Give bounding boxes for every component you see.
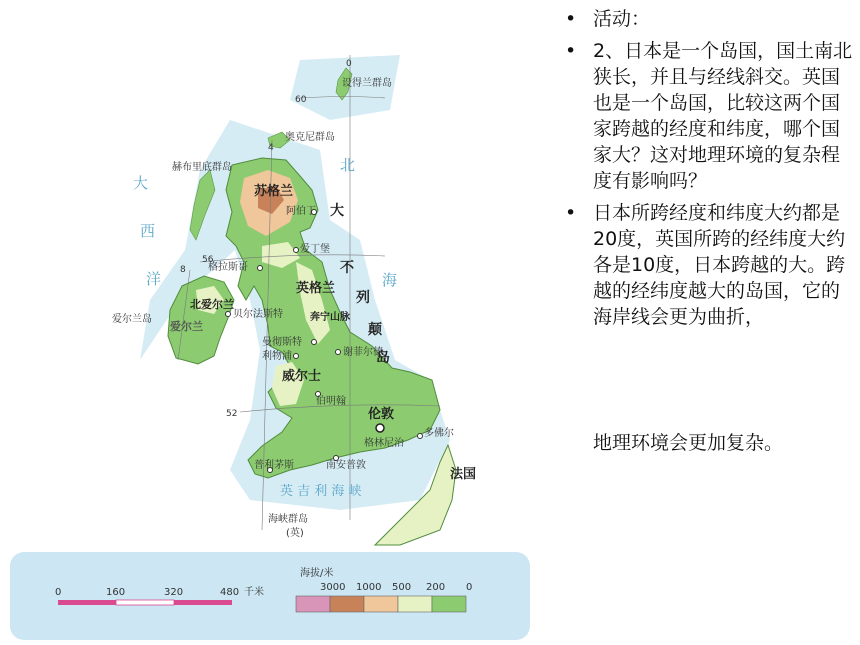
region-label-pennines: 奔宁山脉 (310, 312, 350, 323)
lon-label-0: 0 (346, 59, 352, 69)
city-marker-london (376, 424, 384, 432)
elevation-swatch-1000 (330, 596, 364, 612)
note-item (565, 6, 855, 32)
region-label-northern-ireland: 北爱尔兰 (190, 298, 234, 311)
scale-bar-seg-3 (174, 600, 232, 605)
place-label-channel-islands: 海峡群岛 (268, 514, 308, 525)
place-label-edinburgh: 爱丁堡 (300, 244, 330, 255)
place-label-belfast: 贝尔法斯特 (233, 309, 283, 320)
place-label-birmingham: 伯明翰 (316, 396, 346, 407)
island-label-gb-5: 岛 (376, 350, 390, 366)
place-label-london: 伦敦 (368, 407, 395, 422)
scale-tick-0: 0 (55, 587, 62, 598)
place-label-dover: 多佛尔 (424, 428, 454, 439)
elevation-title: 海拔/米 (300, 568, 334, 579)
sea-label-sea: 海 (382, 271, 398, 289)
place-label-ireland-island: 爱尔兰岛 (112, 314, 152, 325)
place-label-manchester: 曼彻斯特 (262, 337, 302, 348)
scale-bar-seg-2 (116, 600, 174, 605)
region-label-france: 法国 (450, 467, 477, 482)
elevation-swatch-500 (364, 596, 398, 612)
scale-bar-seg-1 (58, 600, 116, 605)
elevation-value-0: 0 (466, 582, 473, 593)
lat-label-60: 60 (295, 95, 307, 105)
place-label-aberdeen: 阿伯丁 (286, 206, 316, 217)
scale-tick-160: 160 (106, 587, 126, 598)
lat-label-52: 52 (226, 409, 238, 419)
elevation-swatches (296, 596, 466, 612)
place-label-greenwich: 格林尼治 (364, 438, 404, 449)
sea-label-atlantic-1: 大 (133, 174, 149, 192)
scale-tick-320: 320 (164, 587, 184, 598)
note-continuation: 地理环境会更加复杂。 (593, 432, 784, 454)
place-label-glasgow: 格拉斯哥 (208, 262, 248, 273)
lon-label-4: 4 (268, 143, 274, 153)
city-marker-sheffield (336, 350, 341, 355)
place-label-channel-islands-note: (英) (286, 528, 304, 539)
city-marker-manchester (312, 340, 317, 345)
scale-tick-480: 480 (220, 587, 240, 598)
bullet-icon: • (565, 8, 577, 30)
island-label-gb-4: 颠 (368, 322, 382, 338)
note-text: 2、日本是一个岛国，国土南北狭长，并且与经线斜交。英国也是一个岛国，比较这两个国家跨越的经度和纬度，哪个国家大？这对地理环境的复杂程度有影响吗？ (593, 40, 853, 192)
elevation-swatch-200 (398, 596, 432, 612)
region-label-ireland: 爱尔兰 (170, 320, 203, 333)
lat-label-56: 56 (202, 255, 214, 265)
elevation-swatch-3000 (296, 596, 330, 612)
place-label-hebrides: 赫布里底群岛 (172, 162, 232, 173)
region-label-wales: 威尔士 (282, 369, 322, 384)
elevation-value-500: 500 (392, 582, 412, 593)
lon-label-8: 8 (180, 265, 186, 275)
place-label-orkney: 奥克尼群岛 (285, 132, 335, 143)
island-label-gb-2: 不 (340, 260, 354, 276)
elevation-value-200: 200 (426, 582, 446, 593)
elevation-swatch-0 (432, 596, 466, 612)
city-marker-belfast (226, 312, 231, 317)
island-label-gb-3: 列 (356, 290, 370, 306)
island-label-gb-1: 大 (330, 203, 344, 219)
sea-label-atlantic-2: 西 (140, 222, 156, 240)
place-label-southampton: 南安普敦 (326, 460, 366, 471)
sea-label-channel: 英 吉 利 海 峡 (280, 484, 362, 499)
sea-label-atlantic-3: 洋 (146, 270, 162, 288)
note-item (565, 38, 855, 194)
bullet-icon: • (565, 40, 577, 62)
region-label-scotland: 苏格兰 (254, 184, 294, 199)
region-label-england: 英格兰 (296, 281, 336, 296)
city-marker-edinburgh (294, 248, 299, 253)
scale-unit: 千米 (244, 587, 264, 598)
note-text: 日本所跨经度和纬度大约都是20度，英国所跨的经纬度大约各是10度，日本跨越的大。跨越的经纬度越大的岛国，它的海岸线会更为曲折， (593, 202, 846, 328)
note-item (565, 200, 855, 330)
place-label-plymouth: 普利茅斯 (254, 460, 294, 471)
scale-bar (58, 600, 232, 605)
note-text: 活动： (593, 8, 651, 30)
place-label-shetland: 设得兰群岛 (342, 78, 392, 89)
city-marker-liverpool (294, 354, 299, 359)
city-marker-dover (418, 434, 423, 439)
place-label-liverpool: 利物浦 (262, 351, 292, 362)
elevation-value-1000: 1000 (356, 582, 382, 593)
place-label-sheffield: 谢菲尔德 (343, 347, 383, 358)
city-marker-glasgow (258, 266, 263, 271)
bullet-icon: • (565, 202, 577, 224)
activity-notes (565, 6, 855, 336)
sea-label-north: 北 (340, 156, 356, 174)
elevation-value-3000: 3000 (320, 582, 346, 593)
